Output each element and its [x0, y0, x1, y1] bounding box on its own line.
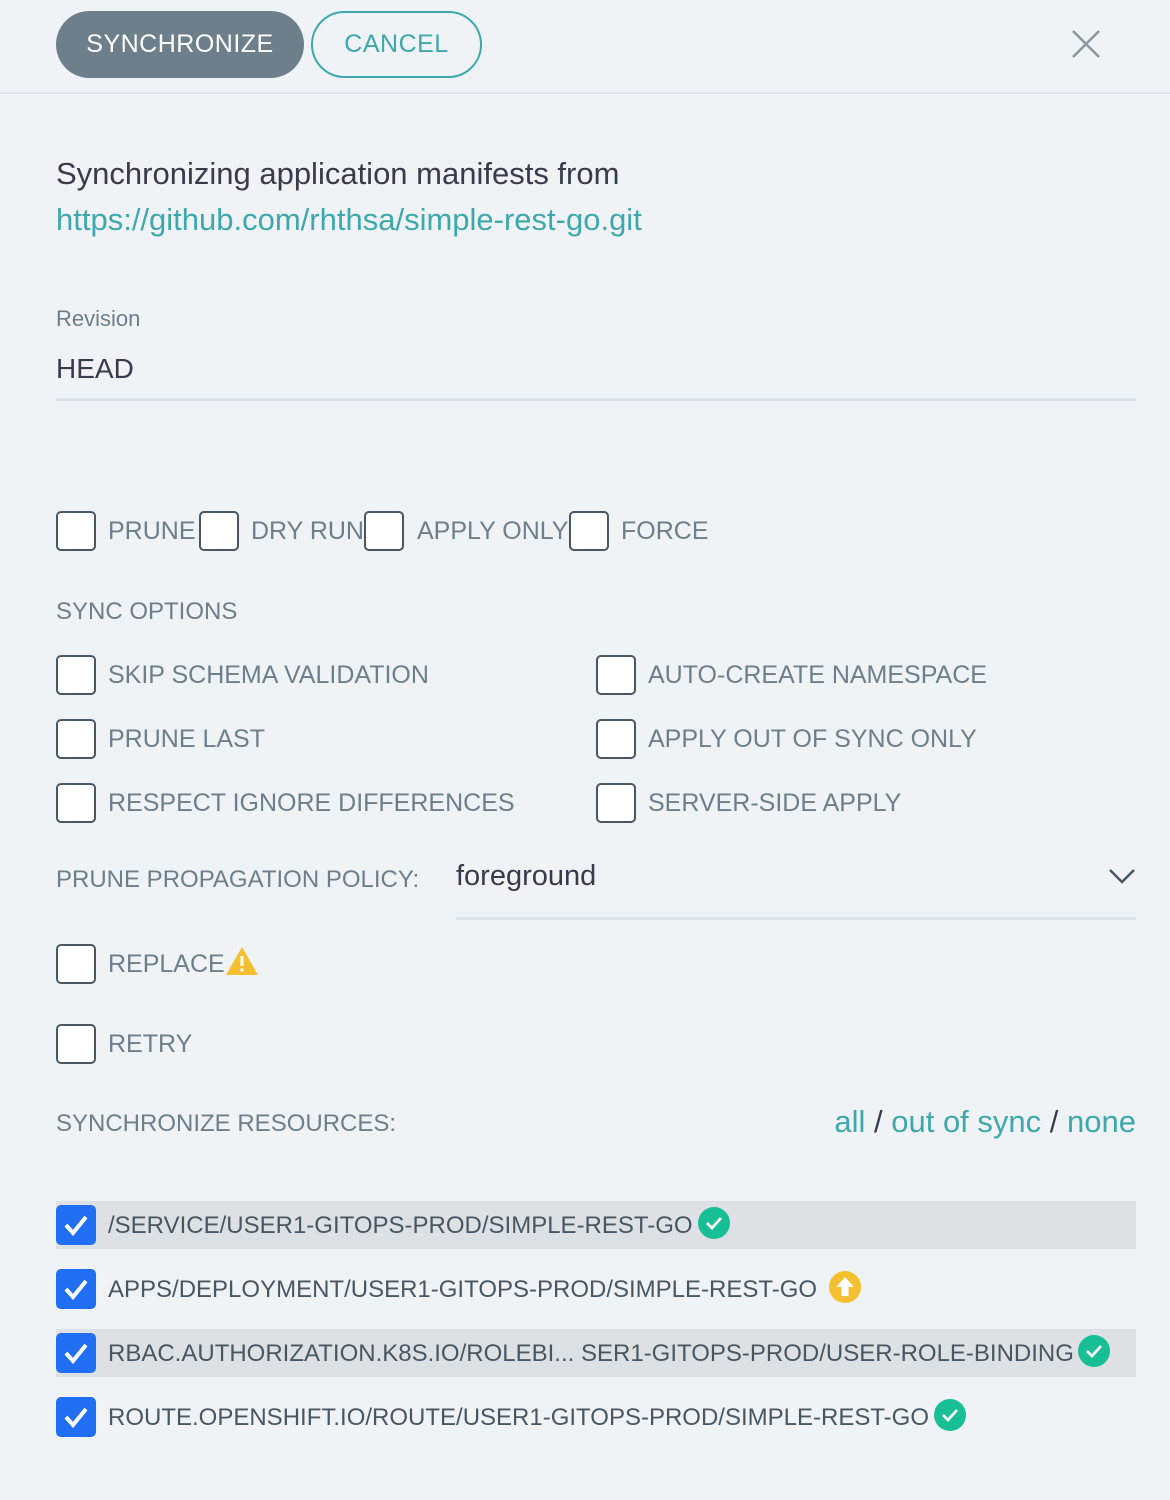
resource-label: APPS/DEPLOYMENT/USER1-GITOPS-PROD/SIMPLE-REST-GO	[108, 1276, 818, 1303]
prune-last-label: PRUNE LAST	[108, 725, 265, 753]
synchronize-resources-title: SYNCHRONIZE RESOURCES:	[56, 1110, 397, 1137]
intro-text: Synchronizing application manifests from	[56, 156, 620, 191]
resource-checkbox[interactable]	[56, 1269, 96, 1309]
out-of-sync-arrow-icon	[828, 1270, 862, 1304]
resource-label: RBAC.AUTHORIZATION.K8S.IO/ROLEBI... SER1-GITOPS-PROD/USER-ROLE-BINDING	[108, 1340, 1074, 1367]
force-label: FORCE	[621, 517, 709, 545]
skip-schema-validation-label: SKIP SCHEMA VALIDATION	[108, 661, 429, 689]
panel-header	[0, 0, 1170, 94]
repo-url-link[interactable]: https://github.com/rhthsa/simple-rest-go.git	[56, 202, 642, 237]
resource-checkbox[interactable]	[56, 1333, 96, 1373]
resource-selection-links	[834, 1104, 1136, 1140]
prune-propagation-policy-value: foreground	[456, 860, 597, 892]
warning-icon	[225, 946, 259, 976]
synced-check-icon	[933, 1398, 967, 1432]
apply-only-label: APPLY ONLY	[417, 517, 569, 545]
resource-checkbox[interactable]	[56, 1397, 96, 1437]
select-all-link[interactable]: all	[834, 1104, 866, 1139]
checkmark-icon	[61, 1210, 91, 1240]
resource-label: /SERVICE/USER1-GITOPS-PROD/SIMPLE-REST-GO	[108, 1212, 693, 1239]
select-none-link[interactable]: none	[1067, 1104, 1136, 1139]
checkmark-icon	[61, 1402, 91, 1432]
auto-create-namespace-label: AUTO-CREATE NAMESPACE	[648, 661, 987, 689]
select-out-of-sync-link[interactable]: out of sync	[891, 1104, 1042, 1139]
prune-propagation-policy-label: PRUNE PROPAGATION POLICY:	[56, 866, 420, 893]
prune-last-checkbox[interactable]	[56, 719, 96, 759]
prune-checkbox[interactable]	[56, 511, 96, 551]
link-separator: /	[1049, 1104, 1059, 1139]
replace-checkbox[interactable]	[56, 944, 96, 984]
server-side-apply-label: SERVER-SIDE APPLY	[648, 789, 902, 817]
force-checkbox[interactable]	[569, 511, 609, 551]
apply-out-of-sync-only-checkbox[interactable]	[596, 719, 636, 759]
retry-checkbox[interactable]	[56, 1024, 96, 1064]
revision-input[interactable]	[56, 340, 1136, 401]
replace-label: REPLACE	[108, 950, 225, 978]
server-side-apply-checkbox[interactable]	[596, 783, 636, 823]
link-separator: /	[873, 1104, 883, 1139]
synchronize-button[interactable]: SYNCHRONIZE	[56, 11, 304, 78]
chevron-down-icon	[1108, 866, 1136, 886]
prune-propagation-policy-select[interactable]	[456, 852, 1136, 920]
synced-check-icon	[697, 1206, 731, 1240]
close-icon[interactable]	[1066, 24, 1106, 64]
respect-ignore-differences-checkbox[interactable]	[56, 783, 96, 823]
apply-out-of-sync-only-label: APPLY OUT OF SYNC ONLY	[648, 725, 977, 753]
skip-schema-validation-checkbox[interactable]	[56, 655, 96, 695]
prune-label: PRUNE	[108, 517, 196, 545]
apply-only-checkbox[interactable]	[364, 511, 404, 551]
resource-checkbox[interactable]	[56, 1205, 96, 1245]
resource-label: ROUTE.OPENSHIFT.IO/ROUTE/USER1-GITOPS-PROD/SIMPLE-REST-GO	[108, 1404, 929, 1431]
cancel-button[interactable]: CANCEL	[311, 11, 482, 78]
checkmark-icon	[61, 1338, 91, 1368]
dry-run-checkbox[interactable]	[199, 511, 239, 551]
checkmark-icon	[61, 1274, 91, 1304]
auto-create-namespace-checkbox[interactable]	[596, 655, 636, 695]
revision-label: Revision	[56, 306, 141, 331]
dry-run-label: DRY RUN	[251, 517, 364, 545]
sync-options-title: SYNC OPTIONS	[56, 598, 238, 625]
retry-label: RETRY	[108, 1030, 193, 1058]
synced-check-icon	[1077, 1334, 1111, 1368]
respect-ignore-differences-label: RESPECT IGNORE DIFFERENCES	[108, 789, 515, 817]
